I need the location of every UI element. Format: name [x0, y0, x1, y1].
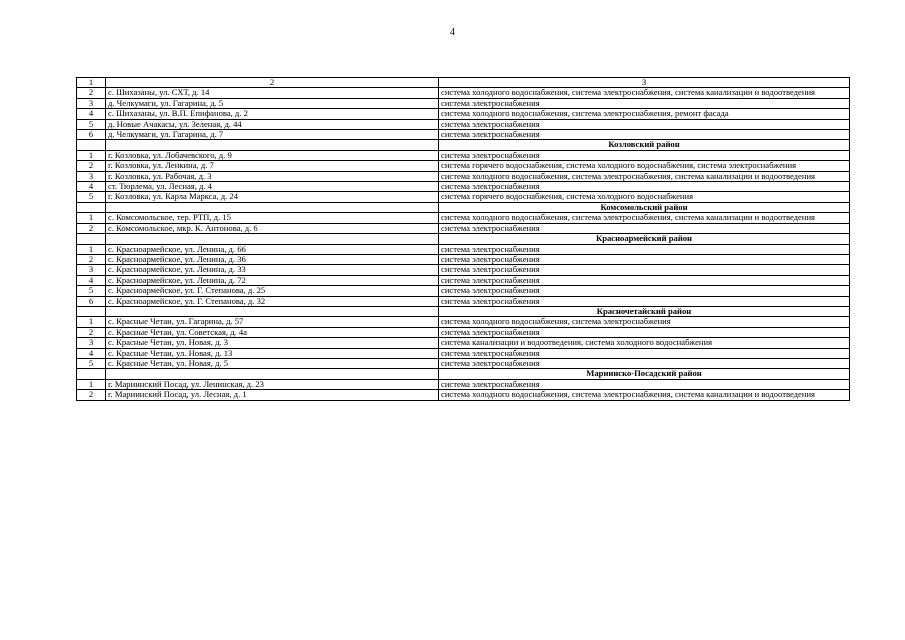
- table-row: [77, 254, 850, 264]
- section-spacer-cell: [106, 140, 439, 150]
- address-cell: г. Мариинский Посад, ул. Ленинская, д. 23: [106, 379, 439, 389]
- table-row: [77, 130, 850, 140]
- systems-cell: система электроснабжения: [439, 182, 850, 192]
- section-spacer-cell: [77, 234, 106, 244]
- address-cell: с. Комсомольское, тер. РТП, д. 15: [106, 213, 439, 223]
- address-cell: с. Шихазаны, ул. В.П. Епифанова, д. 2: [106, 109, 439, 119]
- systems-cell: система канализации и водоотведения, система холодного водоснабжения: [439, 338, 850, 348]
- table-row: [77, 390, 850, 400]
- row-number: 5: [77, 286, 106, 296]
- address-cell: с. Красные Четаи, ул. Новая, д. 5: [106, 358, 439, 368]
- section-spacer-cell: [77, 369, 106, 379]
- district-section-row: [77, 140, 850, 150]
- row-number: 2: [77, 254, 106, 264]
- table-row: [77, 265, 850, 275]
- address-cell: с. Красноармейское, ул. Г. Степанова, д. 32: [106, 296, 439, 306]
- systems-cell: система электроснабжения: [439, 130, 850, 140]
- table-row: [77, 244, 850, 254]
- row-number: 3: [77, 98, 106, 108]
- table-row: [77, 119, 850, 129]
- table-row: [77, 296, 850, 306]
- district-title: Мариинско-Посадский район: [439, 369, 850, 379]
- row-number: 5: [77, 119, 106, 129]
- row-number: 3: [77, 171, 106, 181]
- systems-cell: система холодного водоснабжения, система электроснабжения: [439, 317, 850, 327]
- table-row: [77, 182, 850, 192]
- section-spacer-cell: [77, 202, 106, 212]
- systems-cell: система электроснабжения: [439, 275, 850, 285]
- page-number: 4: [450, 27, 455, 38]
- row-number: 2: [77, 223, 106, 233]
- address-cell: д. Новые Ачакасы, ул. Зеленая, д. 44: [106, 119, 439, 129]
- row-number: 4: [77, 275, 106, 285]
- address-cell: ст. Тюрлема, ул. Лесная, д. 4: [106, 182, 439, 192]
- address-cell: с. Красные Четаи, ул. Гагарина, д. 57: [106, 317, 439, 327]
- table-row: [77, 379, 850, 389]
- district-section-row: [77, 234, 850, 244]
- address-cell: г. Козловка, ул. Карла Маркса, д. 24: [106, 192, 439, 202]
- row-number: 6: [77, 296, 106, 306]
- systems-cell: система электроснабжения: [439, 348, 850, 358]
- systems-cell: система электроснабжения: [439, 119, 850, 129]
- table-row: [77, 327, 850, 337]
- row-number: 2: [77, 88, 106, 98]
- address-cell: с. Шихазаны, ул. СХТ, д. 14: [106, 88, 439, 98]
- row-number: 1: [77, 379, 106, 389]
- table-row: [77, 286, 850, 296]
- address-cell: с. Красные Четаи, ул. Новая, д. 3: [106, 338, 439, 348]
- systems-cell: система электроснабжения: [439, 223, 850, 233]
- section-spacer-cell: [77, 306, 106, 316]
- district-title: Козловский район: [439, 140, 850, 150]
- row-number: 1: [77, 317, 106, 327]
- section-spacer-cell: [106, 369, 439, 379]
- table-row: [77, 348, 850, 358]
- address-cell: с. Красные Четаи, ул. Советская, д. 4а: [106, 327, 439, 337]
- table-row: [77, 358, 850, 368]
- systems-cell: система электроснабжения: [439, 254, 850, 264]
- row-number: 6: [77, 130, 106, 140]
- systems-cell: система электроснабжения: [439, 327, 850, 337]
- row-number: 1: [77, 150, 106, 160]
- district-section-row: [77, 306, 850, 316]
- address-cell: г. Мариинский Посад, ул. Лесная, д. 1: [106, 390, 439, 400]
- address-cell: с. Красноармейское, ул. Ленина, д. 66: [106, 244, 439, 254]
- district-section-row: [77, 202, 850, 212]
- table-row: [77, 88, 850, 98]
- address-cell: г. Козловка, ул. Рабочая, д. 3: [106, 171, 439, 181]
- row-number: 1: [77, 244, 106, 254]
- systems-cell: система горячего водоснабжения, система холодного водоснабжения, система электроснабжения: [439, 161, 850, 171]
- table-header-row: [77, 78, 850, 88]
- address-cell: с. Красноармейское, ул. Ленина, д. 36: [106, 254, 439, 264]
- table-row: [77, 192, 850, 202]
- row-number: 2: [77, 161, 106, 171]
- table-row: [77, 338, 850, 348]
- systems-cell: система холодного водоснабжения, система электроснабжения, ремонт фасада: [439, 109, 850, 119]
- row-number: 5: [77, 192, 106, 202]
- table-row: [77, 213, 850, 223]
- district-title: Красноармейский район: [439, 234, 850, 244]
- table-row: [77, 317, 850, 327]
- systems-cell: система электроснабжения: [439, 265, 850, 275]
- repair-list-table: [76, 77, 850, 401]
- address-cell: с. Красноармейское, ул. Ленина, д. 33: [106, 265, 439, 275]
- systems-cell: система электроснабжения: [439, 296, 850, 306]
- systems-cell: система электроснабжения: [439, 98, 850, 108]
- row-number: 2: [77, 390, 106, 400]
- address-cell: д. Челкумаги, ул. Гагарина, д. 5: [106, 98, 439, 108]
- systems-cell: система холодного водоснабжения, система электроснабжения, система канализации и водоотведения: [439, 390, 850, 400]
- address-cell: д. Челкумаги, ул. Гагарина, д. 7: [106, 130, 439, 140]
- row-number: 1: [77, 213, 106, 223]
- systems-cell: система электроснабжения: [439, 358, 850, 368]
- row-number: 3: [77, 265, 106, 275]
- table-row: [77, 223, 850, 233]
- systems-cell: система электроснабжения: [439, 244, 850, 254]
- systems-cell: система электроснабжения: [439, 286, 850, 296]
- address-cell: с. Красные Четаи, ул. Новая, д. 13: [106, 348, 439, 358]
- row-number: 2: [77, 327, 106, 337]
- table-row: [77, 171, 850, 181]
- section-spacer-cell: [106, 306, 439, 316]
- address-cell: с. Красноармейское, ул. Г. Степанова, д. 25: [106, 286, 439, 296]
- systems-cell: система электроснабжения: [439, 150, 850, 160]
- table-row: [77, 98, 850, 108]
- address-cell: г. Козловка, ул. Ленкина, д. 7: [106, 161, 439, 171]
- section-spacer-cell: [106, 234, 439, 244]
- column-number-3: 3: [439, 78, 850, 88]
- section-spacer-cell: [106, 202, 439, 212]
- table-row: [77, 109, 850, 119]
- address-cell: с. Комсомольское, мкр. К. Антонова, д. 6: [106, 223, 439, 233]
- systems-cell: система холодного водоснабжения, система электроснабжения, система канализации и водоотведения: [439, 213, 850, 223]
- systems-cell: система электроснабжения: [439, 379, 850, 389]
- row-number: 4: [77, 109, 106, 119]
- table-row: [77, 161, 850, 171]
- column-number-1: 1: [77, 78, 106, 88]
- district-title: Комсомольский район: [439, 202, 850, 212]
- systems-cell: система холодного водоснабжения, система электроснабжения, система канализации и водоотведения: [439, 171, 850, 181]
- column-number-2: 2: [106, 78, 439, 88]
- row-number: 3: [77, 338, 106, 348]
- district-section-row: [77, 369, 850, 379]
- systems-cell: система горячего водоснабжения, система холодного водоснабжения: [439, 192, 850, 202]
- row-number: 5: [77, 358, 106, 368]
- table-row: [77, 275, 850, 285]
- systems-cell: система холодного водоснабжения, система электроснабжения, система канализации и водоотведения: [439, 88, 850, 98]
- row-number: 4: [77, 182, 106, 192]
- section-spacer-cell: [77, 140, 106, 150]
- row-number: 4: [77, 348, 106, 358]
- address-cell: г. Козловка, ул. Лобачевского, д. 9: [106, 150, 439, 160]
- address-cell: с. Красноармейское, ул. Ленина, д. 72: [106, 275, 439, 285]
- table-row: [77, 150, 850, 160]
- district-title: Красночетайский район: [439, 306, 850, 316]
